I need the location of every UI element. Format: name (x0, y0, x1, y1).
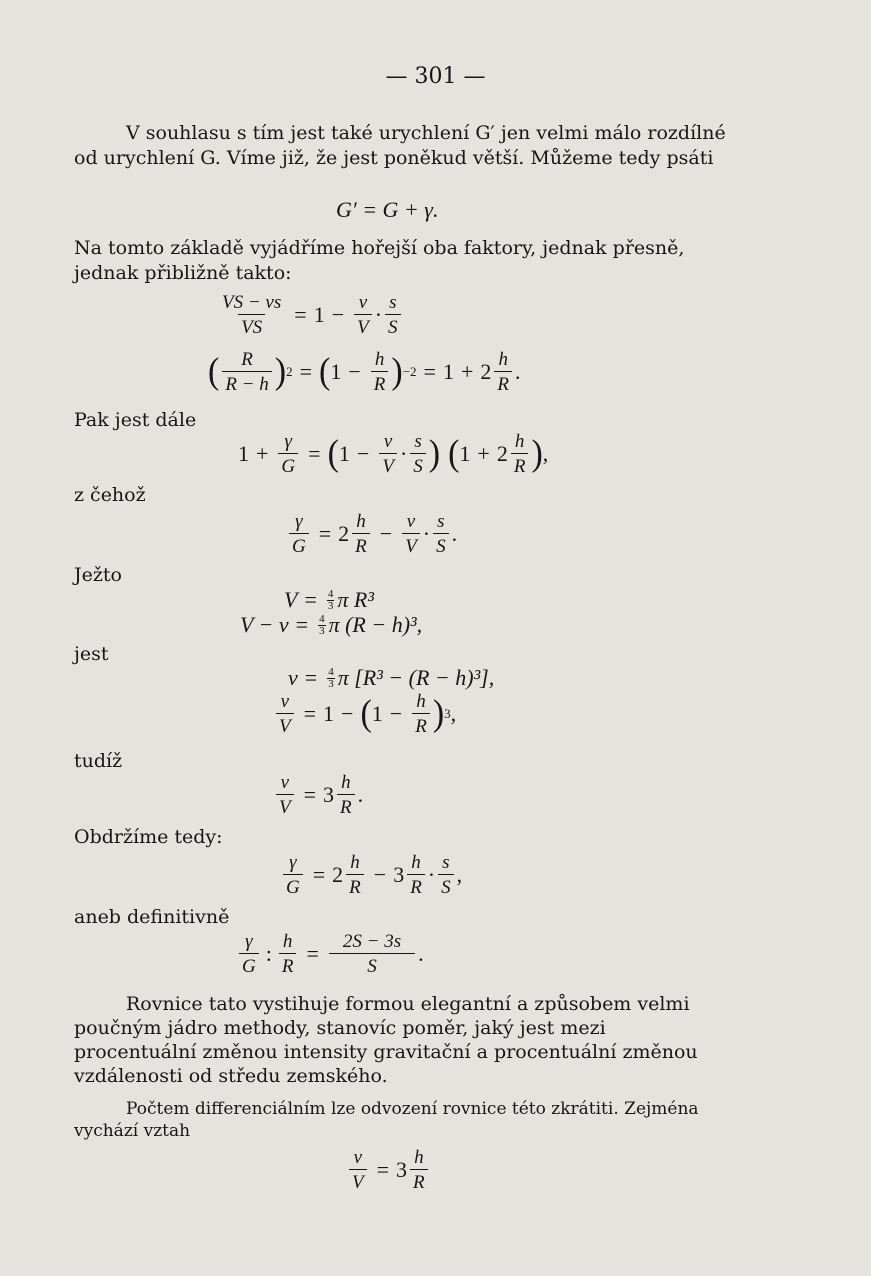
plus-sign: + (460, 359, 474, 384)
constant: 2 (496, 441, 508, 466)
dot-operator: · (427, 862, 436, 887)
denominator: V (402, 533, 420, 556)
denominator: R (494, 371, 512, 394)
denominator: V (379, 453, 397, 476)
numerator: h (414, 1147, 424, 1168)
paren: ) (432, 693, 445, 734)
fraction (494, 350, 512, 394)
denominator: R (407, 874, 425, 897)
denominator: G (289, 533, 309, 556)
term: π (R − h)³, (328, 612, 423, 637)
constant: 1 (338, 441, 350, 466)
denominator: R − h (222, 371, 271, 394)
constant: 2 (332, 862, 344, 887)
denominator: S (329, 953, 415, 976)
fraction (239, 932, 259, 976)
equation-6a (288, 665, 494, 691)
denominator: S (385, 314, 401, 337)
period: . (515, 359, 521, 384)
minus-sign: − (379, 521, 393, 546)
fraction (278, 432, 298, 476)
paren: ) (428, 433, 441, 474)
numerator: h (374, 349, 385, 370)
fraction (327, 667, 335, 690)
numerator: v (280, 691, 290, 712)
denominator: S (433, 533, 449, 556)
equation-8 (280, 853, 462, 897)
fraction (354, 293, 372, 337)
plus-sign: + (256, 441, 269, 466)
numerator: 4 (327, 587, 334, 600)
numerator: h (341, 772, 351, 793)
denominator: G (283, 874, 303, 897)
constant: 3 (396, 1157, 408, 1182)
equation-2 (208, 350, 521, 394)
constant: 1 (323, 701, 335, 726)
paren: ) (531, 433, 543, 474)
numerator: h (356, 511, 366, 532)
numerator: 4 (328, 665, 334, 678)
equals-sign: = (303, 701, 317, 726)
label-tudiz: tudíž (74, 750, 123, 772)
variable: v (288, 665, 298, 690)
numerator: v (353, 1147, 363, 1168)
paren: ) (274, 351, 287, 392)
numerator: γ (295, 511, 303, 532)
paragraph-2: Na tomto základě vyjádříme hořejší oba faktory, jednak přesně, jednak přibližně takto: (74, 237, 685, 284)
fraction (337, 773, 355, 817)
fraction (385, 293, 401, 337)
label-pak-jest-dale: Pak jest dále (74, 409, 197, 431)
paragraph-3: Rovnice tato vystihuje formou elegantní a způsobem velmi poučným jádro methody, stanovíc poměr, jaký jest mezi procentuální změnou intensity gravitační a procentuální změnou vzdálenosti od středu zemského. (74, 993, 698, 1087)
equation-4 (286, 512, 457, 556)
equals-sign: = (312, 862, 326, 887)
exponent: −2 (402, 364, 417, 379)
paren: ( (327, 433, 339, 474)
numerator: h (514, 431, 525, 452)
dot-operator: · (374, 302, 383, 327)
fraction (410, 1148, 428, 1192)
label-z-cehoz: z čehož (74, 484, 146, 506)
constant: 1 (330, 359, 342, 384)
denominator: G (278, 453, 298, 476)
fraction (511, 432, 529, 476)
fraction (289, 512, 309, 556)
minus-sign: − (356, 441, 370, 466)
equation-5b (240, 612, 422, 638)
numerator: s (437, 511, 445, 532)
fraction (279, 932, 297, 976)
numerator: s (414, 431, 422, 452)
fraction (371, 350, 389, 394)
numerator: 2S − 3s (342, 931, 402, 952)
fraction (433, 512, 449, 556)
numerator: R (241, 349, 253, 370)
denominator: R (279, 953, 297, 976)
denominator: R (410, 1169, 428, 1192)
numerator: s (389, 292, 397, 313)
label-aneb-definitivne: aneb definitivně (74, 906, 230, 928)
numerator: v (383, 431, 393, 452)
fraction (318, 614, 326, 637)
equation-9 (236, 932, 424, 976)
equals-sign: = (318, 521, 332, 546)
equals-sign: = (423, 359, 436, 384)
numerator: VS − vs (222, 292, 282, 313)
fraction (276, 692, 294, 736)
term: V − v (240, 612, 289, 637)
fraction (402, 512, 420, 556)
fraction (412, 692, 430, 736)
equation-10 (346, 1148, 431, 1192)
constant: 3 (393, 862, 405, 887)
equals-sign: = (304, 587, 317, 612)
constant: 1 (238, 441, 249, 466)
denominator: V (276, 713, 294, 736)
constant: 3 (323, 782, 335, 807)
numerator: γ (289, 852, 297, 873)
variable: V (284, 587, 298, 612)
paren: ( (319, 351, 331, 392)
label-obdrzime-tedy: Obdržíme tedy: (74, 826, 223, 848)
fraction (438, 853, 454, 897)
exponent: 2 (286, 364, 293, 379)
fraction (283, 853, 303, 897)
denominator: R (352, 533, 370, 556)
fraction (352, 512, 370, 556)
exponent: 3 (444, 706, 451, 721)
numerator: v (406, 511, 416, 532)
fraction (346, 853, 364, 897)
period: . (357, 782, 364, 807)
comma: , (450, 701, 457, 726)
equation-1 (216, 293, 404, 337)
plus-sign: + (477, 441, 490, 466)
fraction (407, 853, 425, 897)
equals-sign: = (304, 665, 318, 690)
numerator: h (411, 852, 421, 873)
constant: 1 (442, 359, 454, 384)
paren: ( (360, 693, 372, 734)
term: π R³ (337, 587, 374, 612)
denominator: VS (238, 314, 265, 337)
colon: : (265, 941, 272, 966)
numerator: h (498, 349, 508, 370)
numerator: s (442, 852, 450, 873)
constant: 1 (313, 302, 325, 327)
equation-7 (273, 773, 363, 817)
denominator: R (337, 794, 355, 817)
dot-operator: · (399, 441, 408, 466)
period: . (451, 521, 458, 546)
paren: ) (391, 351, 403, 392)
denominator: R (346, 874, 364, 897)
numerator: v (280, 772, 290, 793)
page-number: — 301 — (385, 64, 486, 89)
denominator: R (371, 371, 389, 394)
denominator: S (438, 874, 454, 897)
minus-sign: − (389, 701, 403, 726)
equals-sign: = (303, 782, 317, 807)
denominator: R (412, 713, 430, 736)
equation-3 (238, 432, 548, 476)
equation-g-prime: G′ = G + γ. (336, 197, 439, 222)
comma: , (542, 441, 549, 466)
fraction (379, 432, 397, 476)
equals-sign: = (376, 1157, 390, 1182)
fraction (222, 350, 271, 394)
numerator: v (358, 292, 368, 313)
comma: , (456, 862, 463, 887)
constant: 2 (480, 359, 492, 384)
denominator: G (239, 953, 259, 976)
label-jest: jest (74, 643, 109, 665)
fraction (329, 932, 415, 976)
term: π [R³ − (R − h)³], (337, 665, 495, 690)
denominator: V (276, 794, 294, 817)
minus-sign: − (331, 302, 345, 327)
numerator: h (282, 931, 293, 952)
constant: 1 (371, 701, 383, 726)
equation-5a (284, 587, 374, 613)
label-jezto: Ježto (74, 564, 122, 586)
denominator: S (410, 453, 426, 476)
fraction (349, 1148, 367, 1192)
constant: 1 (459, 441, 471, 466)
fraction (410, 432, 426, 476)
numerator: γ (284, 431, 293, 452)
equals-sign: = (295, 612, 309, 637)
numerator: γ (245, 931, 253, 952)
numerator: h (350, 852, 360, 873)
equals-sign: = (294, 302, 307, 327)
constant: 2 (338, 521, 350, 546)
numerator: h (416, 691, 426, 712)
minus-sign: − (373, 862, 387, 887)
paragraph-4: Počtem differenciálním lze odvození rovnice této zkrátiti. Zejména vychází vztah (74, 1099, 699, 1141)
fraction (327, 589, 335, 612)
denominator: V (349, 1169, 367, 1192)
equals-sign: = (308, 441, 321, 466)
minus-sign: − (341, 701, 354, 726)
equation-6b (273, 692, 456, 736)
equals-sign: = (299, 359, 313, 384)
dot-operator: · (422, 521, 431, 546)
equals-sign: = (306, 941, 319, 966)
fraction (219, 293, 284, 337)
denominator: 3 (328, 677, 334, 690)
minus-sign: − (348, 359, 361, 384)
denominator: R (511, 453, 529, 476)
denominator: 3 (319, 624, 325, 637)
denominator: 3 (327, 599, 334, 612)
paragraph-1: V souhlasu s tím jest také urychlení G′ jen velmi málo rozdílné od urychlení G. Víme již, že jest poněkud větší. Můžeme tedy psáti (74, 122, 726, 169)
numerator: 4 (319, 612, 325, 625)
denominator: V (354, 314, 372, 337)
paren: ( (208, 351, 220, 392)
fraction (276, 773, 294, 817)
period: . (418, 941, 424, 966)
paren: ( (448, 433, 460, 474)
